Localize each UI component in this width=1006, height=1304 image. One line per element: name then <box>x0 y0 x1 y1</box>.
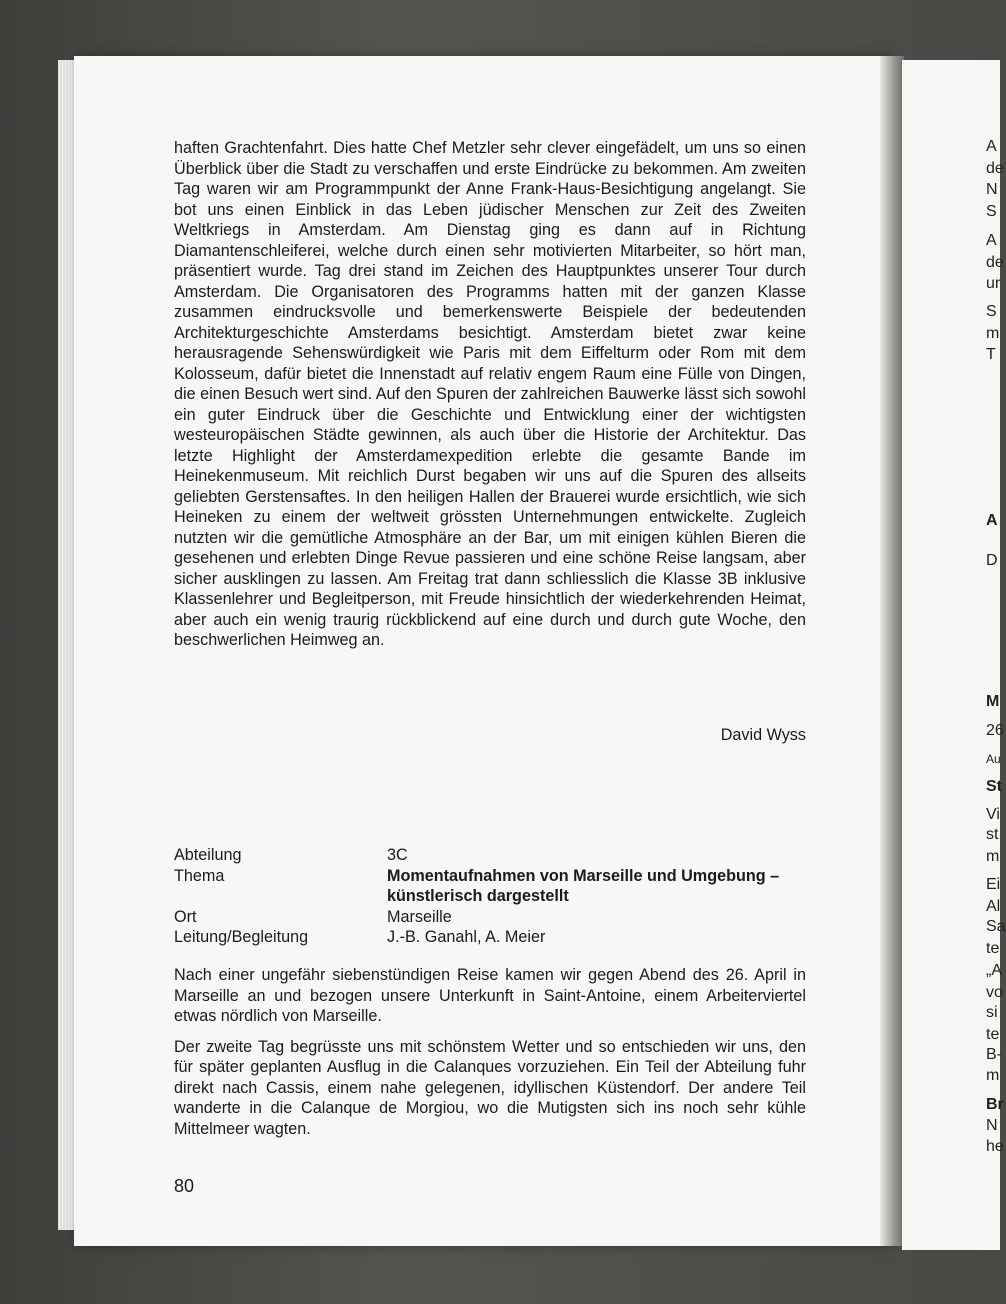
right-page-text-fragment: A <box>986 232 997 249</box>
right-page-text-fragment: N <box>986 1117 998 1134</box>
right-page-text-fragment: B- <box>986 1046 1002 1063</box>
right-page-text-fragment: he <box>986 1138 1004 1155</box>
right-page-text-fragment: Ei <box>986 876 1001 893</box>
meta-value: 3C <box>387 846 408 864</box>
right-page-text-fragment: Au <box>986 752 1001 766</box>
right-page-text-fragment: T <box>986 346 996 363</box>
right-page-text-fragment: de <box>986 254 1004 271</box>
meta-row-department <box>174 845 806 866</box>
right-page-text-fragment: vo <box>986 984 1003 1001</box>
right-page-fragment <box>902 60 1006 1250</box>
meta-label: Ort <box>174 907 197 926</box>
right-page-text-fragment: st <box>986 826 999 843</box>
right-page-text-fragment: „A <box>986 962 1002 979</box>
meta-value: J.-B. Ganahl, A. Meier <box>387 928 546 946</box>
paragraph: Nach einer ungefähr siebenstündigen Reise kamen wir gegen Abend des 26. April in Marseille an und bezogen unsere Unterkunft in Saint-Antoine, einem Arbeiterviertel etwas nördlich von Marseille. <box>174 966 806 1025</box>
author-signature: David Wyss <box>720 726 806 744</box>
right-page-text-fragment: S <box>986 303 997 320</box>
right-page-text-fragment: M <box>986 693 1000 710</box>
right-page-text-fragment: St <box>986 778 1002 795</box>
right-page-text-fragment: de <box>986 160 1004 177</box>
right-page-text-fragment: A <box>986 512 998 529</box>
right-page-text-fragment: Sa <box>986 918 1006 935</box>
meta-label: Leitung/Begleitung <box>174 928 309 946</box>
marseille-report <box>174 965 806 1149</box>
right-page-text-fragment: D <box>986 552 998 569</box>
right-page-text-fragment: ur <box>986 275 1001 292</box>
meta-value-topic-title: Momentaufnahmen von Marseille und Umgebung – künstlerisch dargestellt <box>387 866 780 905</box>
trip-info-block <box>174 845 806 948</box>
right-page-text-fragment: m <box>986 325 1000 342</box>
right-page-text-fragment: te <box>986 1026 1000 1043</box>
meta-row-topic <box>174 866 806 907</box>
right-page-text-fragment: Br <box>986 1096 1004 1113</box>
right-page-text-fragment: 26 <box>986 722 1004 739</box>
right-page-text-fragment: Al <box>986 898 1001 915</box>
book-gutter <box>880 56 904 1246</box>
paragraph: Der zweite Tag begrüsste uns mit schönstem Wetter und so entschieden wir uns, den für später geplanten Ausflug in die Calanques vorzuziehen. Ein Teil der Abteilung fuhr direkt nach Cassis, einem nahe gelegenen, idyllischen Küstendorf. Der andere Teil wanderte in die Calanque de Morgiou, wo die Mutigsten sich ins noch sehr kühle Mittelmeer wagten. <box>174 1037 806 1138</box>
right-page-text-fragment: N <box>986 181 998 198</box>
page-number: 80 <box>174 1176 195 1196</box>
meta-label: Abteilung <box>174 846 242 864</box>
right-page-text-fragment: m <box>986 848 1000 865</box>
right-page-text-fragment: S <box>986 203 997 220</box>
right-page-text-fragment: Vi <box>986 806 1000 823</box>
article-body-text: haften Grachtenfahrt. Dies hatte Chef Metzler sehr clever eingefädelt, um uns so einen Überblick über die Stadt zu verschaffen und erste Eindrücke zu bekommen. Am zweiten Tag waren wir am Programmpunkt der Anne Frank-Haus-Besichtigung angelangt. Sie bot uns einen Einblick in das Leben jüdischer Menschen zur Zeit des Zweiten Weltkriegs in Amsterdam. Am Dienstag ging es dann auf in Richtung Diamantenschleiferei, welche durch einen sehr motivierten Mitarbeiter, so hört man, präsentiert wurde. Tag drei stand im Zeichen des Hauptpunktes unserer Tour durch Amsterdam. Die Organisatoren des Programms hatten mit der ganzen Klasse zusammen eindrucksvolle und bemerkenswerte Beispiele der bedeutenden Architekturgeschichte Amsterdams besichtigt. Amsterdam bietet zwar keine herausragende Sehenswürdigkeit wie Paris mit dem Eiffelturm oder Rom mit dem Kolosseum, dafür bietet die Innenstadt auf relativ engem Raum eine Fülle von Dingen, die einen Besuch wert sind. Auf den Spuren der zahlreichen Bauwerke lässt sich sowohl ein guter Eindruck über die Geschichte und Entwicklung einer der wichtigsten westeuropäischen Städte gewinnen, als auch über die Historie der Architektur. Das letzte Highlight der Amsterdamexpedition erlebte die gesamte Bande im Heinekenmuseum. Mit reichlich Durst begaben wir uns auf die Spuren des allseits geliebten Gerstensaftes. In den heiligen Hallen der Brauerei wurde ersichtlich, wie sich Heineken zu einem der weltweit grössten Unternehmungen entwickelte. Zugleich nutzten wir die gemütliche Atmosphäre an der Bar, um mit einigen kühlen Bieren die gesehenen und erlebten Dinge Revue passieren und eine schöne Reise langsam, aber sicher ausklingen zu lassen. Am Freitag trat dann schliesslich die Klasse 3B inklusive Klassenlehrer und Begleitperson, mit Freude hinsichtlich der wiederkehrenden Heimat, aber auch ein wenig traurig rückblickend auf eine durch und durch gute Woche, den beschwerlichen Heimweg an. <box>174 139 806 649</box>
right-page-text-fragment: A <box>986 138 997 155</box>
right-page-text-fragment: m <box>986 1067 1000 1084</box>
right-page-text-fragment: si <box>986 1004 998 1021</box>
meta-row-location <box>174 907 806 928</box>
meta-label: Thema <box>174 866 225 885</box>
right-page-text-fragment: te <box>986 940 1000 957</box>
meta-value: Marseille <box>387 907 452 926</box>
meta-row-leaders <box>174 927 806 948</box>
